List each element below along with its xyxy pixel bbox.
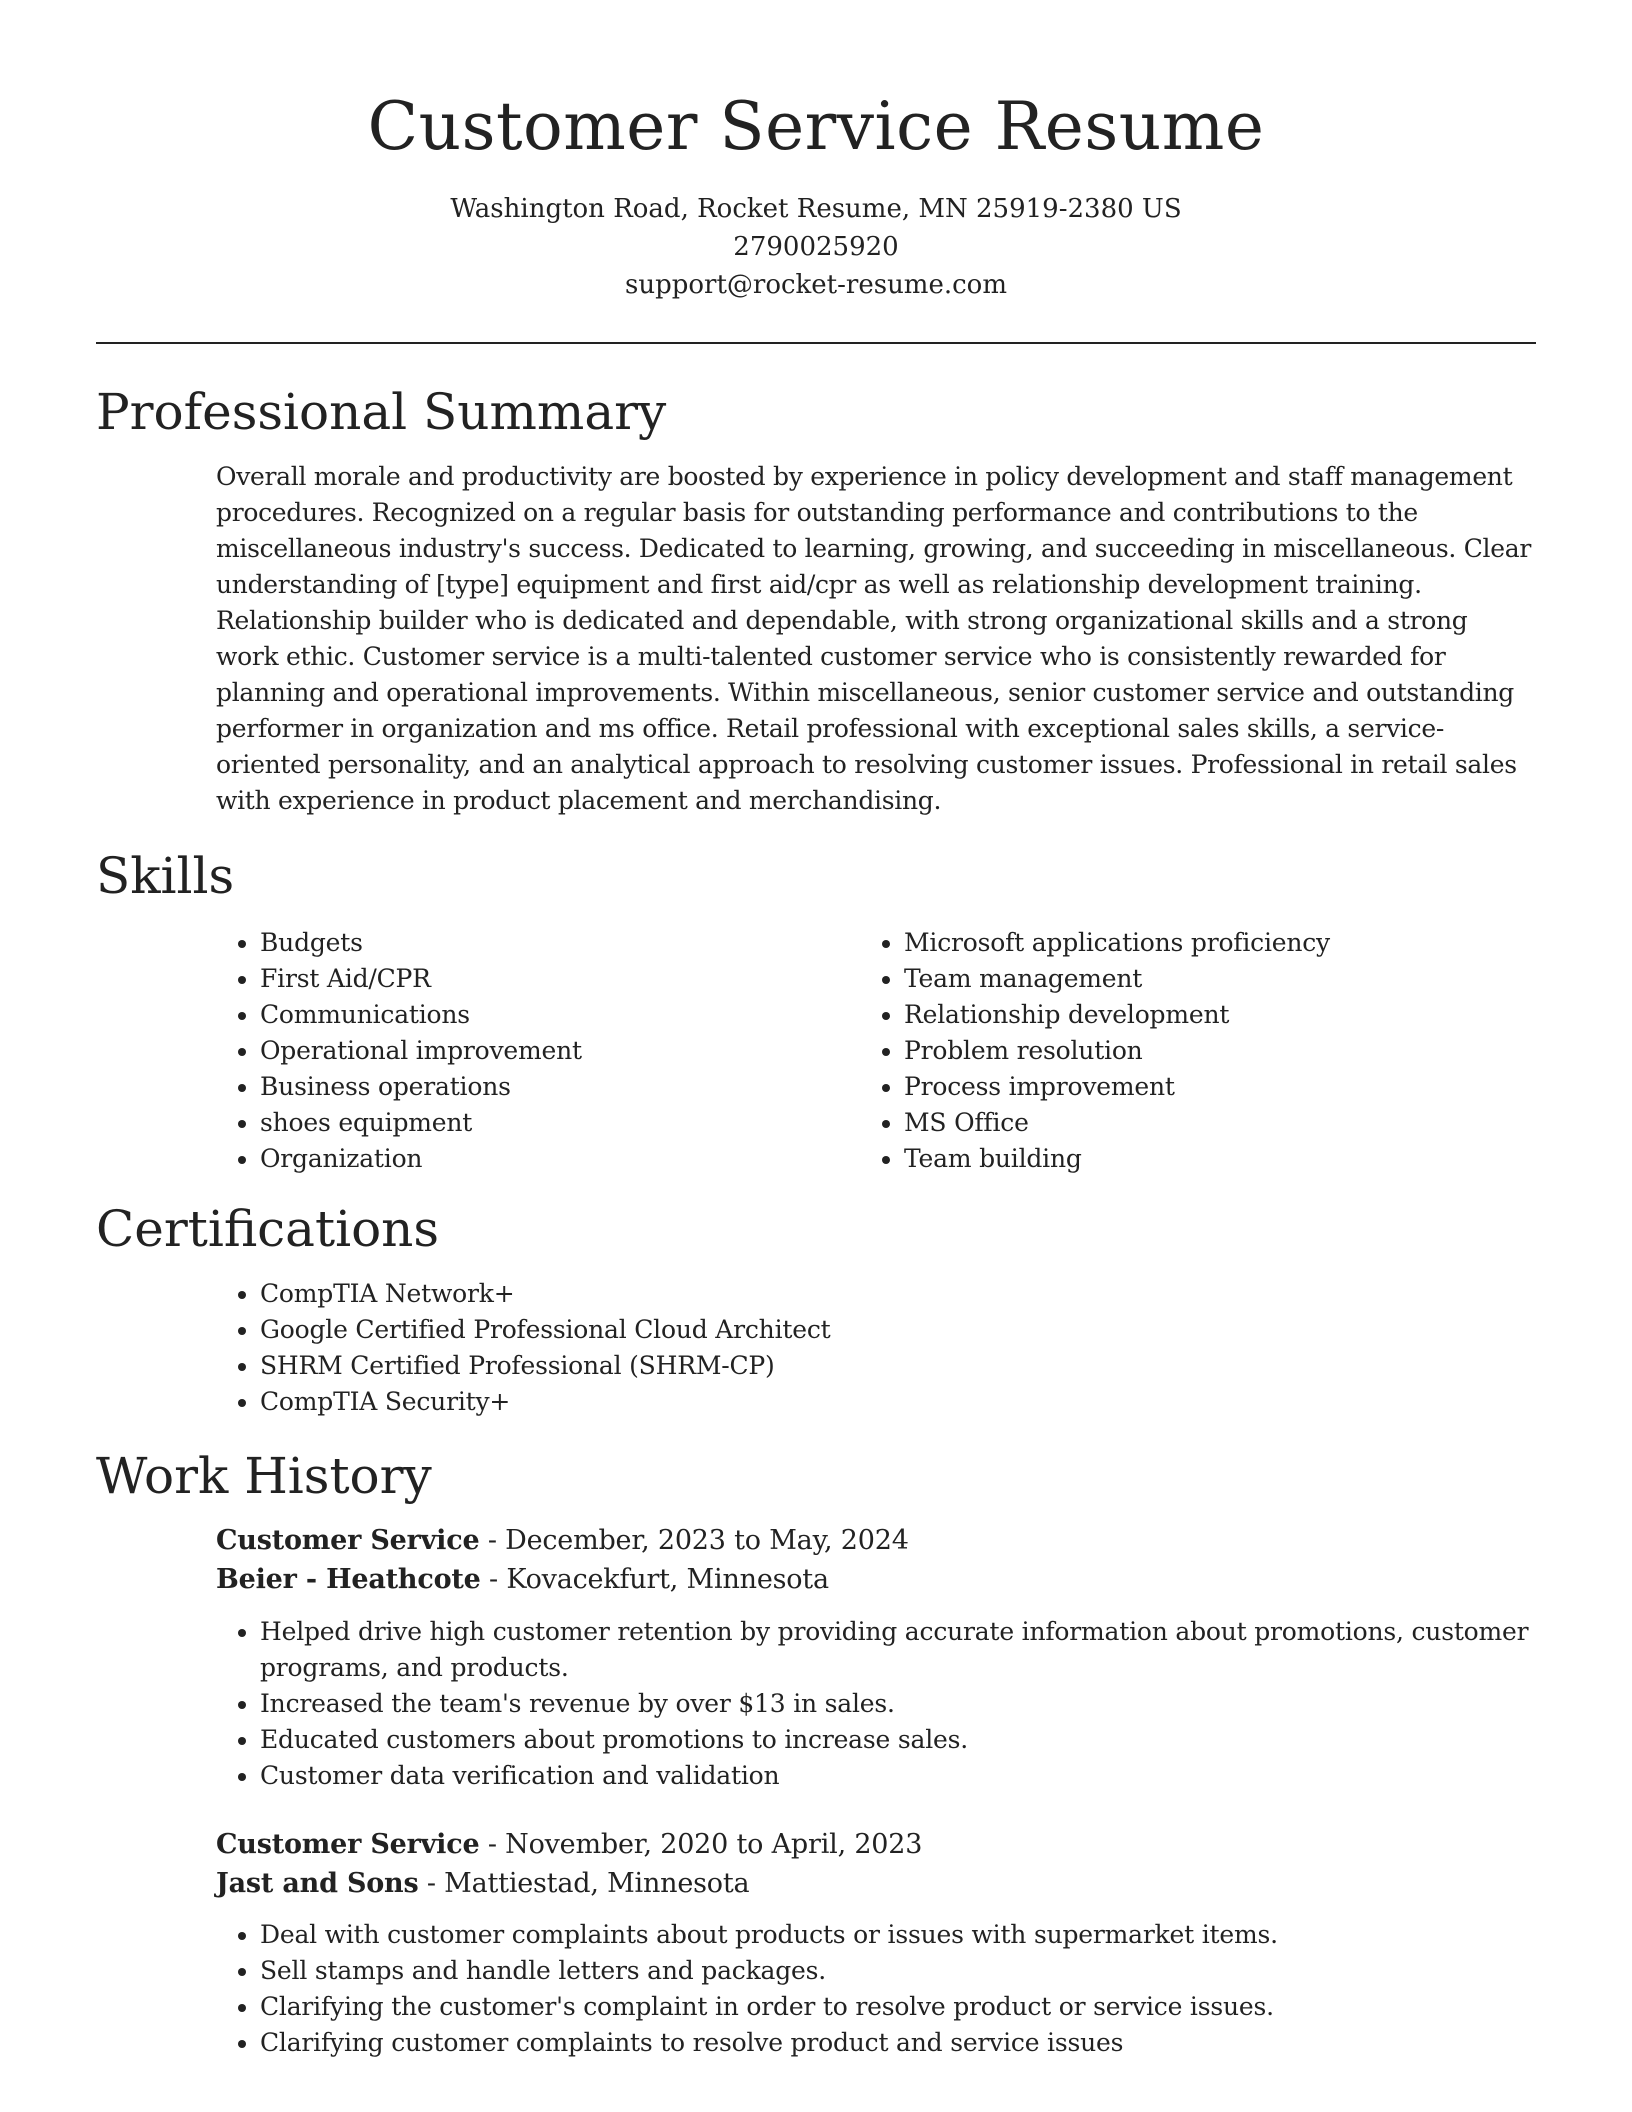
skill-item: • Operational improvement — [260, 1033, 860, 1069]
job-company-line — [216, 1560, 829, 1600]
certifications-list — [216, 1276, 1560, 1420]
job-bullets — [216, 1917, 1550, 2061]
job-bullet: • Educated customers about promotions to increase sales. — [260, 1722, 1550, 1758]
resume-header — [96, 80, 1536, 304]
header-divider — [96, 342, 1536, 344]
summary-text: Overall morale and productivity are boosted by experience in policy development and staff management procedures. Recognized on a regular basis for outstanding performance and contributions to the miscellaneous industry's success. Dedicated to learning, growing, and succeeding in miscellaneous. Clear understanding of [type] equipment and first aid/cpr as well as relationship development training. Relationship builder who is dedicated and dependable, with strong organizational skills and a strong work ethic. Customer service is a multi-talented customer service who is consistently rewarded for planning and operational improvements. Within miscellaneous, senior customer service and outstanding performer in organization and ms office. Retail professional with exceptional sales skills, a service-oriented personality, and an analytical approach to resolving customer issues. Professional in retail sales with experience in product placement and merchandising. — [216, 462, 1531, 815]
certification-item: • SHRM Certified Professional (SHRM-CP) — [260, 1348, 1560, 1384]
job-title: Customer Service — [216, 1525, 480, 1556]
work-history-heading: Work History — [96, 1447, 432, 1505]
job-bullet: • Increased the team's revenue by over $13 in sales. — [260, 1686, 1550, 1722]
certification-item: • CompTIA Network+ — [260, 1276, 1560, 1312]
job-bullet: • Helped drive high customer retention by providing accurate information about promotions, customer programs, and products. — [260, 1614, 1550, 1686]
contact-phone: 2790025920 — [733, 232, 899, 262]
skill-item: • Relationship development — [904, 997, 1564, 1033]
job-title: Customer Service — [216, 1829, 480, 1860]
skill-item: • shoes equipment — [260, 1105, 860, 1141]
resume-title: Customer Service Resume — [367, 88, 1265, 165]
job-dates: - November, 2020 to April, 2023 — [479, 1829, 923, 1860]
skills-list-left — [216, 925, 860, 1177]
skill-item: • Team building — [904, 1141, 1564, 1177]
certification-item: • Google Certified Professional Cloud Architect — [260, 1312, 1560, 1348]
job-location: - Kovacekfurt, Minnesota — [480, 1564, 829, 1595]
certifications-heading: Certifications — [96, 1200, 440, 1258]
job-bullet: • Deal with customer complaints about products or issues with supermarket items. — [260, 1917, 1550, 1953]
skill-item: • Team management — [904, 961, 1564, 997]
skill-item: • Problem resolution — [904, 1033, 1564, 1069]
job-bullet: • Clarifying the customer's complaint in order to resolve product or service issues. — [260, 1989, 1550, 2025]
summary-heading: Professional Summary — [96, 383, 667, 441]
job-title-line — [216, 1825, 922, 1865]
job-bullets — [216, 1614, 1550, 1794]
skill-item: • Process improvement — [904, 1069, 1564, 1105]
job-bullet: • Customer data verification and validation — [260, 1758, 1550, 1794]
job-bullet: • Sell stamps and handle letters and packages. — [260, 1953, 1550, 1989]
skill-item: • First Aid/CPR — [260, 961, 860, 997]
skill-item: • Organization — [260, 1141, 860, 1177]
certification-item: • CompTIA Security+ — [260, 1384, 1560, 1420]
skills-list-right — [860, 925, 1564, 1177]
contact-email: support@rocket-resume.com — [624, 270, 1007, 300]
skill-item: • MS Office — [904, 1105, 1564, 1141]
job-title-line — [216, 1521, 909, 1561]
job-company: Beier - Heathcote — [216, 1564, 481, 1595]
skill-item: • Business operations — [260, 1069, 860, 1105]
skills-heading: Skills — [96, 847, 235, 905]
job-company: Jast and Sons — [216, 1868, 419, 1899]
skill-item: • Communications — [260, 997, 860, 1033]
skill-item: • Microsoft applications proficiency — [904, 925, 1564, 961]
job-location: - Mattiestad, Minnesota — [418, 1868, 750, 1899]
contact-address: Washington Road, Rocket Resume, MN 25919-2380 US — [450, 194, 1182, 224]
job-dates: - December, 2023 to May, 2024 — [479, 1525, 909, 1556]
skill-item: • Budgets — [260, 925, 860, 961]
job-bullet: • Clarifying customer complaints to resolve product and service issues — [260, 2025, 1550, 2061]
job-company-line — [216, 1864, 749, 1904]
